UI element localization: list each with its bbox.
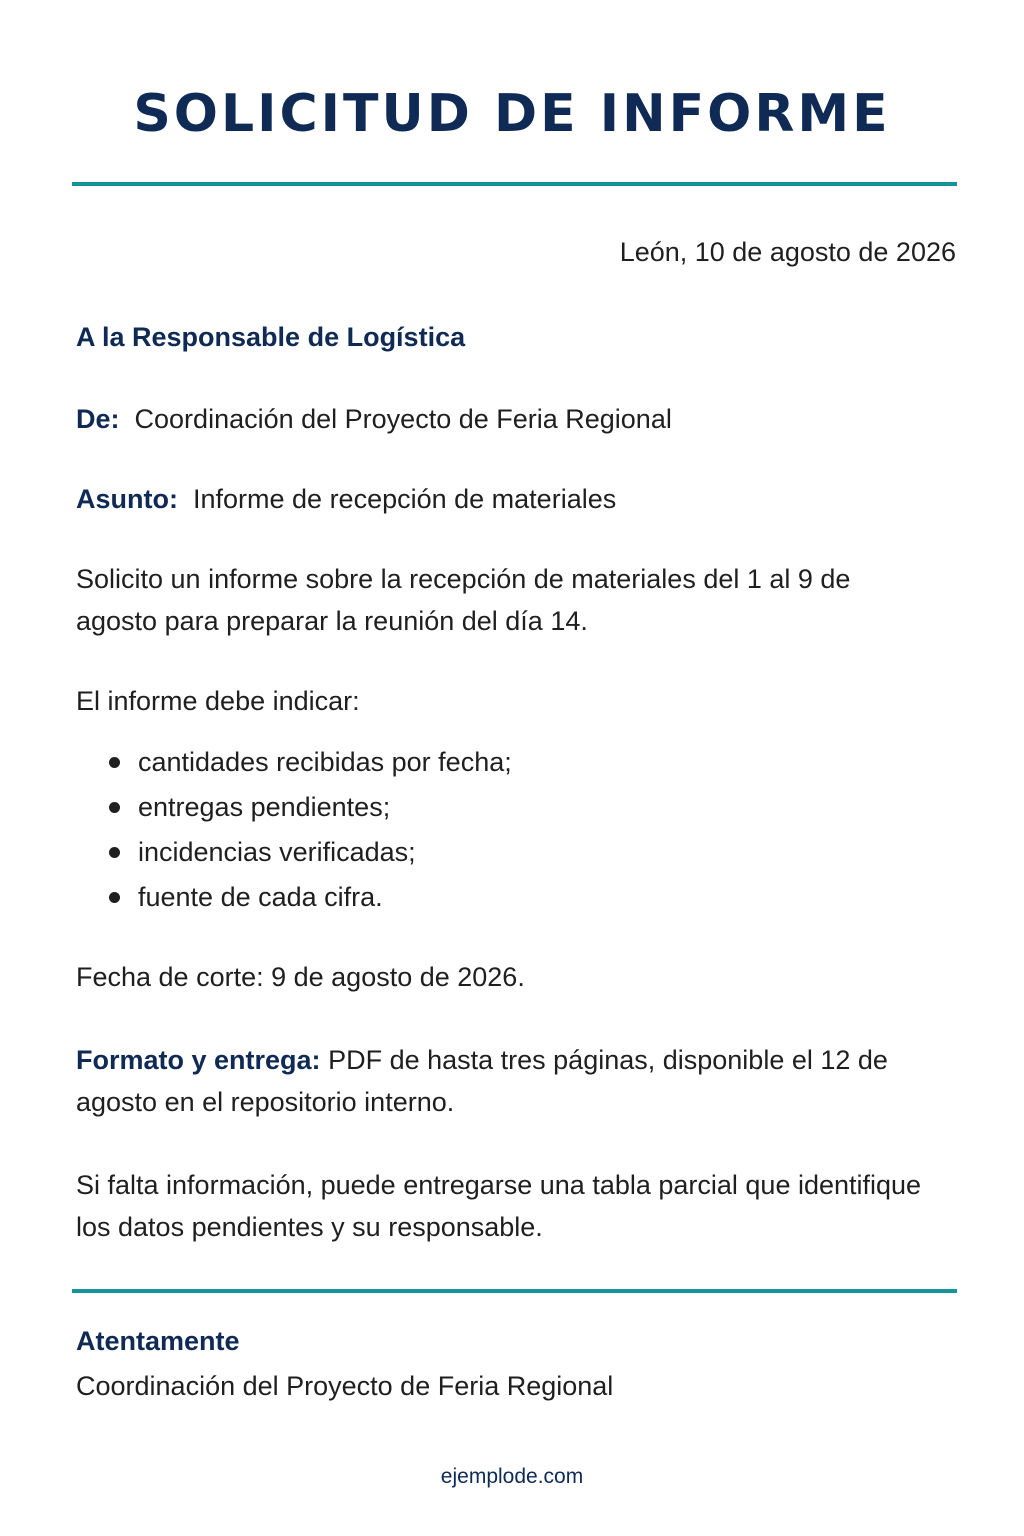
bullet-icon [109,757,120,768]
body-paragraph: Solicito un informe sobre la recepción de materiales del 1 al 9 de agosto para preparar la reunión del día 14. [76,564,851,636]
subject-value: Informe de recepción de materiales [193,484,617,514]
list-item [76,875,936,920]
bullet-icon [109,802,120,813]
subject-line [76,478,936,520]
list-item [76,785,936,830]
bullet-icon [109,847,120,858]
place-date: León, 10 de agosto de 2026 [619,237,956,267]
closing: Atentamente [76,1326,240,1356]
list-item [76,830,936,875]
list-item-text: cantidades recibidas por fecha; [138,747,512,777]
format-value: PDF de hasta tres páginas, disponible el 12 de agosto en el repositorio interno. [76,1045,888,1117]
bottom-divider [72,1289,957,1293]
recipient: A la Responsable de Logística [76,322,466,352]
format-delivery [76,1039,936,1123]
from-label: De: [76,404,120,434]
from-line [76,398,936,440]
footer-source: ejemplode.com [440,1465,584,1488]
top-divider [72,182,957,186]
requirements-list [76,740,936,920]
document-title: SOLICITUD DE INFORME [133,84,891,144]
format-label: Formato y entrega: [76,1045,321,1075]
list-item-text: fuente de cada cifra. [138,882,383,912]
cutoff-date: Fecha de corte: 9 de agosto de 2026. [76,962,525,992]
partial-note: Si falta información, puede entregarse una tabla parcial que identifique los datos pendientes y su responsable. [76,1170,922,1242]
list-item-text: entregas pendientes; [138,792,391,822]
list-intro: El informe debe indicar: [76,686,360,716]
signer: Coordinación del Proyecto de Feria Regional [76,1371,614,1401]
from-value: Coordinación del Proyecto de Feria Regional [134,404,672,434]
list-item-text: incidencias verificadas; [138,837,416,867]
list-item [76,740,936,785]
bullet-icon [109,892,120,903]
subject-label: Asunto: [76,484,178,514]
